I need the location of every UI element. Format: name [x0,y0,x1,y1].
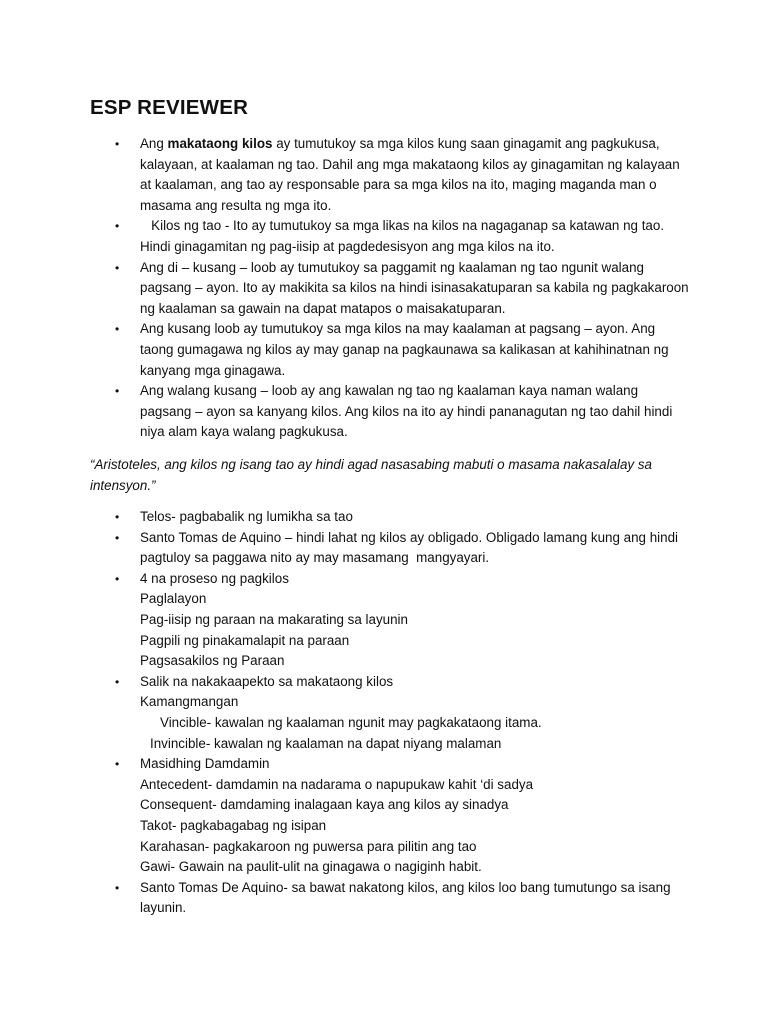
subheading: Masidhing Damdamin [140,756,270,772]
sub-item: Consequent- damdaming inalagaan kaya ang kilos ay sinadya [140,797,509,813]
bullet-icon: • [115,384,120,399]
sub-item: Invincible- kawalan ng kaalaman na dapat niyang malaman [150,735,502,751]
text: ay tumutukoy sa mga kilos kung saan ginagamit ang pagkukusa, kalayaan, at kaalaman ng tao. Dahil ang mga makataong kilos ay ginagamitan ng kalayaan at kaalaman, ang tao ay responsable para sa mga kilos na ito, maging maganda man o masama ang resulta ng mga ito. [140,136,680,213]
bullet-icon: • [115,880,120,895]
list-item [0,134,690,216]
sub-item: Paglalayon [140,591,207,607]
sub-item: Kamangmangan [140,694,239,710]
sub-item: Gawi- Gawain na paulit-ulit na ginagawa o nagiginh habit. [140,859,482,875]
bullet-list-kilos [0,134,768,443]
text: Ang walang kusang – loob ay ang kawalan ng tao ng kaalaman kaya naman walang pagsang – ayon sa kanyang kilos. Ang kilos na ito ay hindi pananagutan ng tao dahil hindi niya alam kaya walang pagkukusa. [140,383,673,440]
bullet-icon: • [115,322,120,337]
text: Ang di – kusang – loob ay tumutukoy sa paggamit ng kaalaman ng tao ngunit walang pagsang – ayon. Ito ay makikita sa kilos na hindi isinasakatuparan sa kabila ng pagkakaroon ng kaalaman sa gawain na dapat matapos o maisakatuparan. [140,259,689,316]
list-item [0,216,690,257]
document-title: ESP REVIEWER [90,96,249,119]
subheading: Salik na nakakaapekto sa makataong kilos [140,673,394,689]
text: Santo Tomas De Aquino- sa bawat nakatong kilos, ang kilos loo bang tumutungo sa isang layunin. [140,879,671,916]
sub-item: Pagsasakilos ng Paraan [140,653,285,669]
aristoteles-quote: “Aristoteles, ang kilos ng isang tao ay hindi agad nasasabing mabuti o masama nakasalalay sa intensyon.” [90,457,652,493]
sub-item: Karahasan- pagkakaroon ng puwersa para pilitin ang tao [140,838,477,854]
sub-item: Pag-iisip ng paraan na makarating sa layunin [140,611,408,627]
list-item [0,878,690,919]
sub-item: Pagpili ng pinakamalapit na paraan [140,632,350,648]
text: Ang kusang loob ay tumutukoy sa mga kilos na may kaalaman at pagsang – ayon. Ang taong gumagawa ng kilos ay may ganap na pagkaunawa sa kalikasan at kahihinatnan ng kanyang mga ginagawa. [140,321,669,378]
bullet-icon: • [115,260,120,275]
bullet-icon: • [115,219,120,234]
list-item [0,528,690,569]
list-item [0,672,690,754]
bullet-icon: • [115,571,120,586]
text: Santo Tomas de Aquino – hindi lahat ng kilos ay obligado. Obligado lamang kung ang hindi pagtuloy sa paggawa nito ay may masamang mangyayari. [140,529,678,566]
list-item [0,258,690,320]
list-item [0,569,690,672]
list-item [0,381,690,443]
sub-item: Vincible- kawalan ng kaalaman ngunit may pagkakataong itama. [160,714,542,730]
bold-term: makataong kilos [167,136,273,151]
list-item [0,754,690,878]
bullet-icon: • [115,137,120,151]
bullet-icon: • [115,510,120,524]
sub-item: Antecedent- damdamin na nadarama o napupukaw kahit ‘di sadya [140,776,534,792]
bullet-icon: • [115,757,120,772]
bullet-list-concepts [0,507,768,919]
text: Ang [140,136,168,151]
text: Kilos ng tao - Ito ay tumutukoy sa mga likas na kilos na nagaganap sa katawan ng tao. Hindi ginagamitan ng pag-iisip at pagdedesisyon ang mga kilos na ito. [140,218,665,254]
sub-item: Takot- pagkabagabag ng isipan [140,817,327,833]
bullet-icon: • [115,674,120,689]
bullet-icon: • [115,530,120,545]
list-item [0,507,690,528]
subheading: 4 na proseso ng pagkilos [140,570,289,586]
list-item [0,319,690,381]
text: Telos- pagbabalik ng lumikha sa tao [140,509,353,524]
